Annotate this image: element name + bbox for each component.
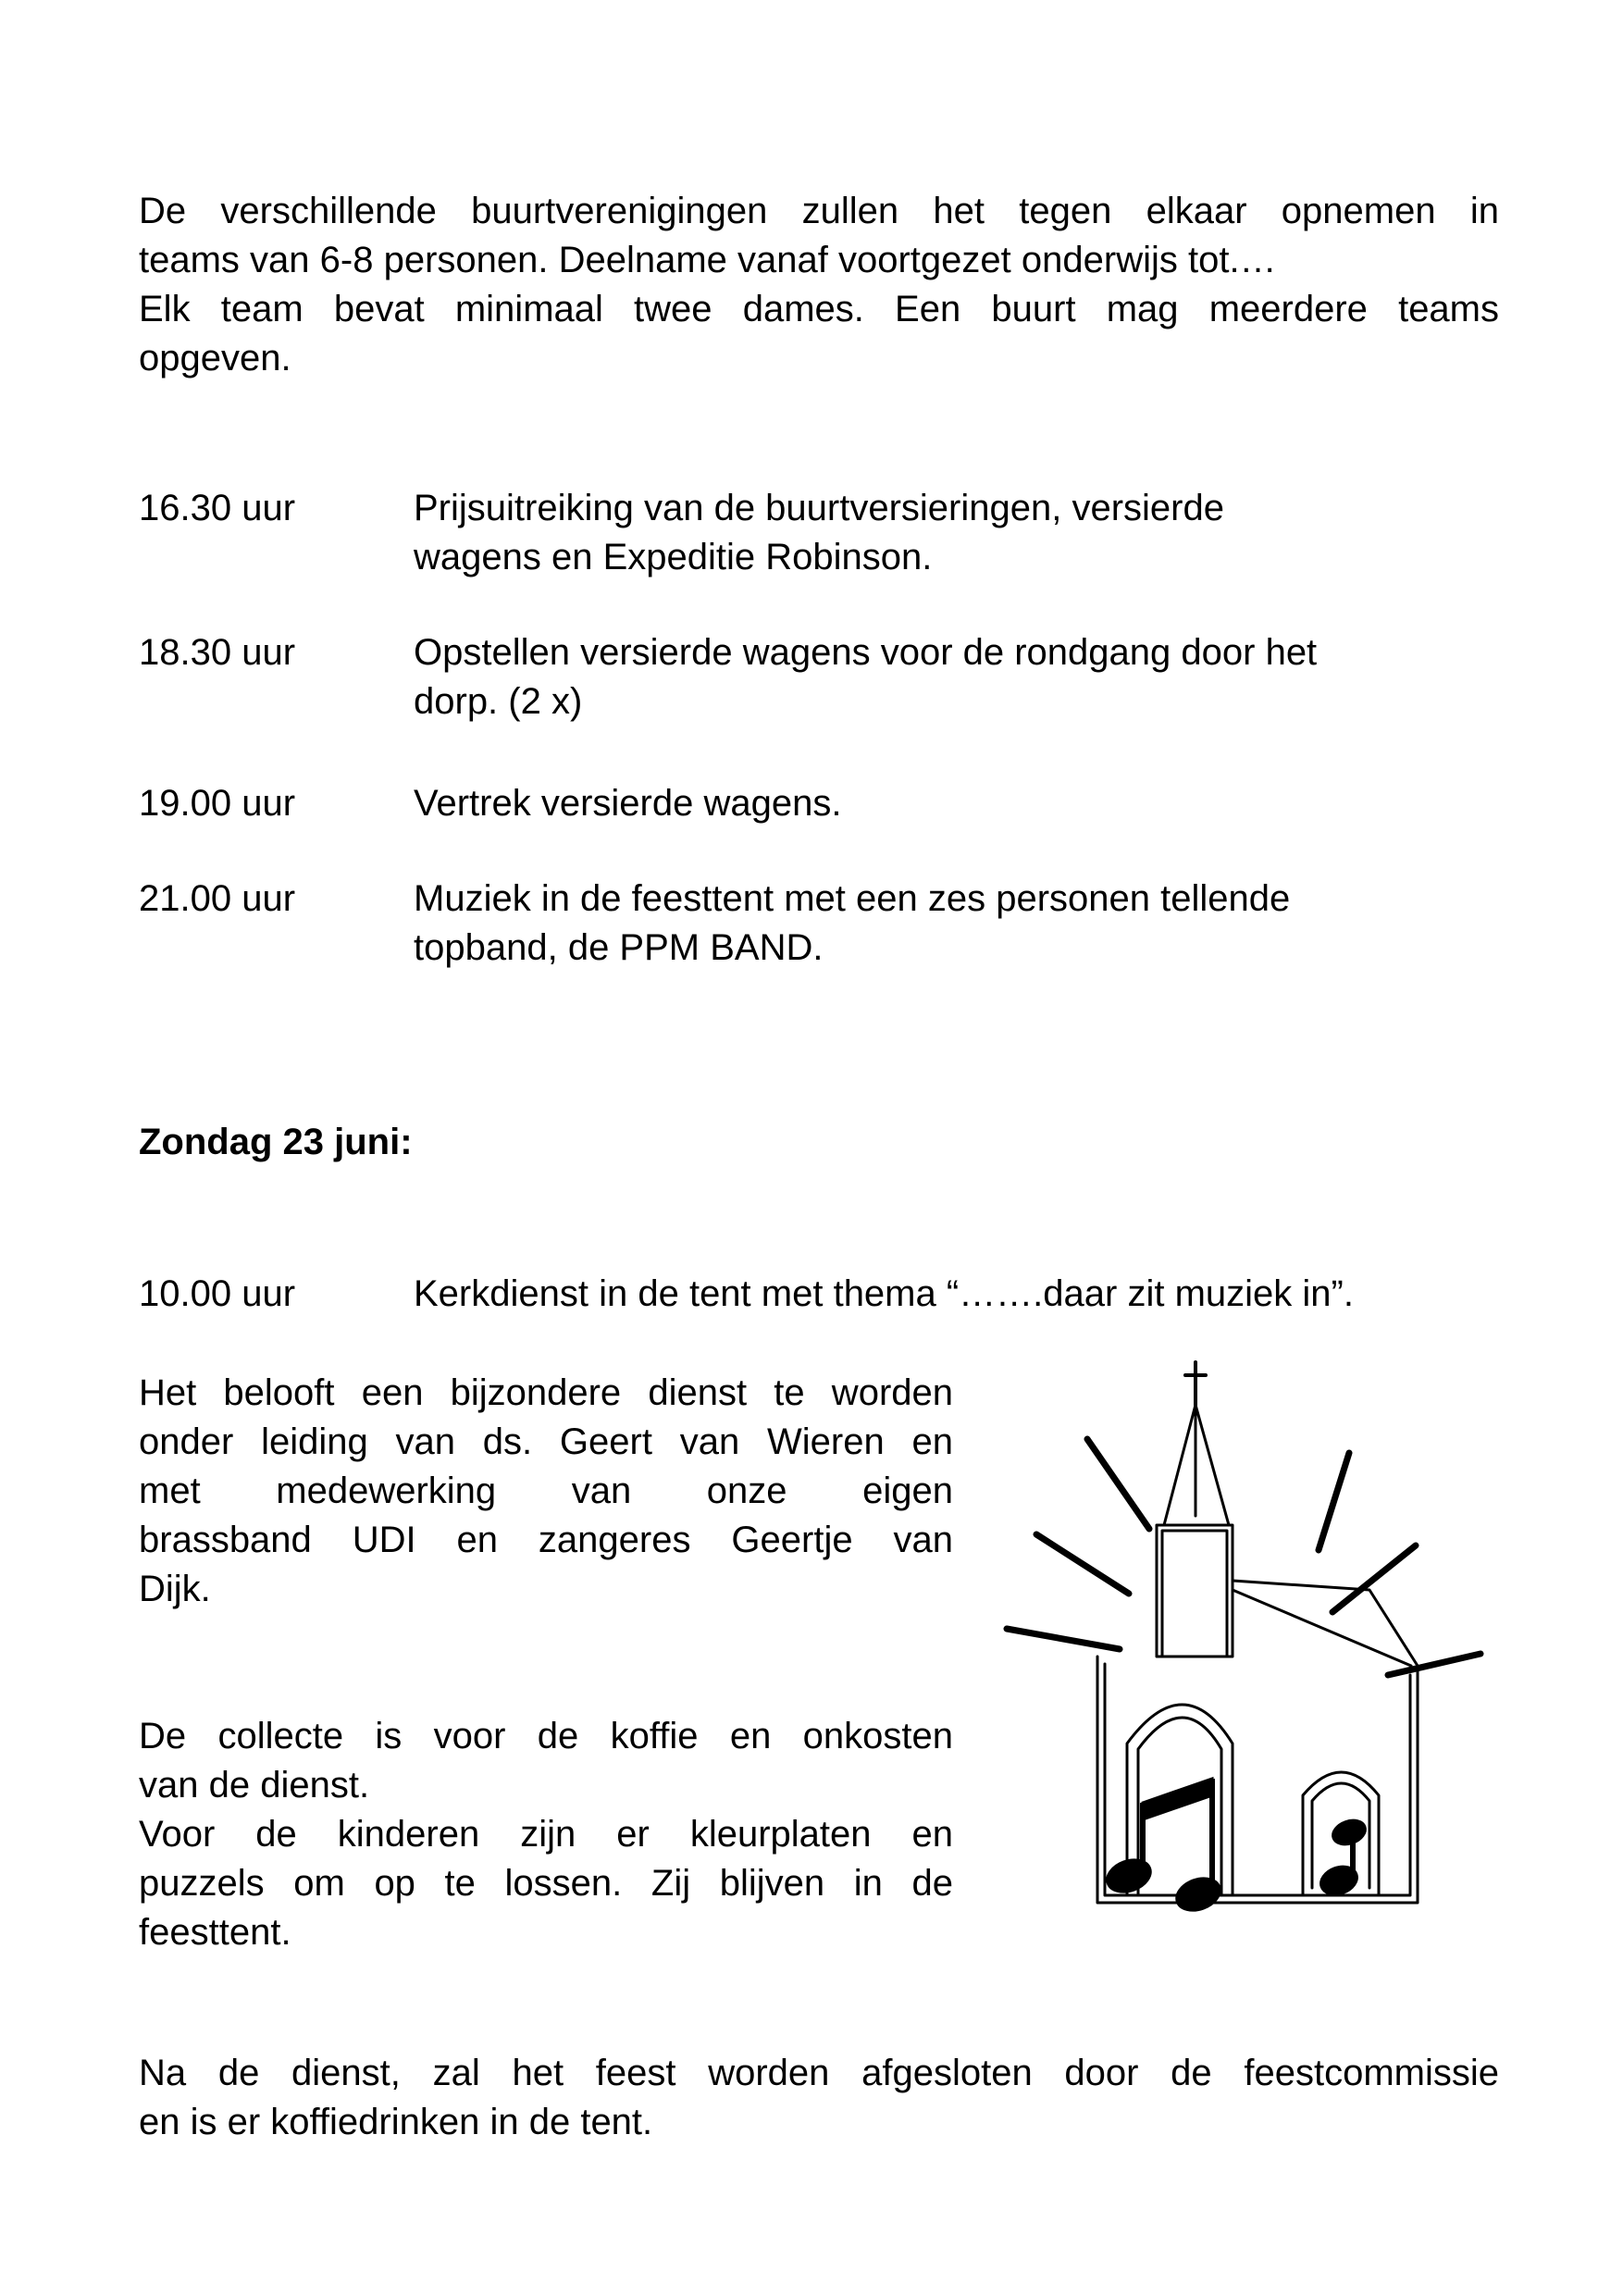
schedule-description-line: dorp. (2 x) [414,681,583,722]
intro-line: De verschillende buurtverenigingen zullen het tegen elkaar opnemen in [139,191,1499,231]
schedule-description: Kerkdienst in de tent met thema “…….daar zit muziek in”. [414,1273,1354,1314]
paragraph-line: onder leiding van ds. Geert van Wieren en [139,1421,953,1462]
schedule-time: 10.00 uur [139,1273,296,1314]
schedule-description [414,779,1499,828]
paragraph-line: puzzels om op te lossen. Zij blijven in de [139,1863,953,1904]
closing-line: Na de dienst, zal het feest worden afgesloten door de feestcommissie [139,2053,1499,2093]
intro-line: teams van 6-8 personen. Deelname vanaf voortgezet onderwijs tot.… [139,240,1277,280]
schedule-time: 21.00 uur [139,878,296,919]
paragraph-line: brassband UDI en zangeres Geertje van [139,1520,953,1560]
schedule-description-line: Prijsuitreiking van de buurtversieringen, versierde [414,488,1224,528]
schedule-time: 16.30 uur [139,488,296,528]
collection-paragraph [139,1712,953,1957]
paragraph-line: feesttent. [139,1912,291,1953]
paragraph-line: De collecte is voor de koffie en onkosten [139,1716,953,1756]
schedule-description [414,628,1499,726]
service-info-paragraph [139,1369,953,1614]
closing-paragraph [139,2049,1499,2147]
schedule-time: 19.00 uur [139,783,296,824]
paragraph-line: Dijk. [139,1569,211,1609]
schedule-description-line: Vertrek versierde wagens. [414,783,842,824]
church-with-music-notes-icon [990,1351,1508,1953]
schedule-time: 18.30 uur [139,632,296,673]
schedule-description-line: Muziek in de feesttent met een zes personen tellende [414,878,1291,919]
section-heading: Zondag 23 juni: [139,1122,413,1162]
intro-paragraph [139,187,1499,383]
schedule-description-line: wagens en Expeditie Robinson. [414,537,933,577]
schedule-description [414,875,1499,973]
paragraph-line: van de dienst. [139,1765,370,1806]
schedule-description [414,484,1499,582]
paragraph-line: Het belooft een bijzondere dienst te worden [139,1372,953,1413]
schedule-description-line: Opstellen versierde wagens voor de rondgang door het [414,632,1318,673]
paragraph-line: Voor de kinderen zijn er kleurplaten en [139,1814,953,1855]
closing-line: en is er koffiedrinken in de tent. [139,2102,653,2142]
schedule-description-line: topband, de PPM BAND. [414,927,824,968]
intro-line: opgeven. [139,338,291,379]
intro-line: Elk team bevat minimaal twee dames. Een buurt mag meerdere teams [139,289,1499,329]
paragraph-line: met medewerking van onze eigen [139,1471,953,1511]
